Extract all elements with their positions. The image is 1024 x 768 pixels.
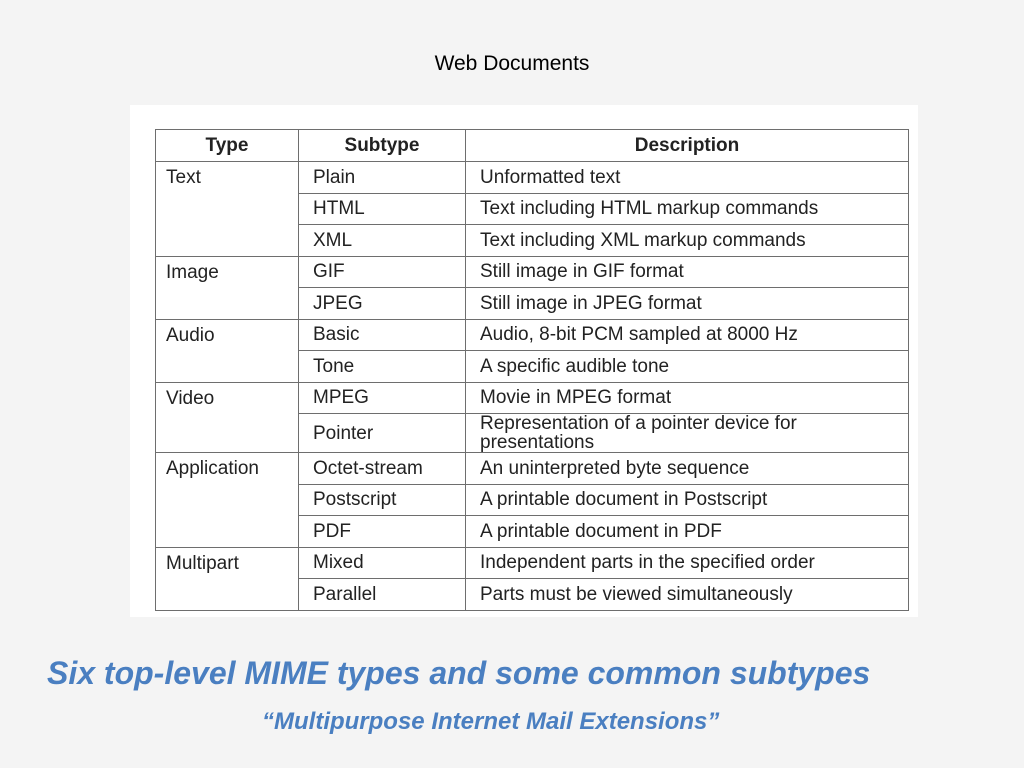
type-cell: Video xyxy=(156,382,299,453)
column-header-description: Description xyxy=(466,130,909,162)
description-cell: Text including XML markup commands xyxy=(466,225,909,257)
table-header-row xyxy=(156,130,909,162)
description-cell: Text including HTML markup commands xyxy=(466,193,909,225)
description-cell: Unformatted text xyxy=(466,162,909,194)
subtype-cell: XML xyxy=(299,225,466,257)
subtype-cell: Tone xyxy=(299,351,466,383)
type-cell: Application xyxy=(156,453,299,548)
description-cell: A printable document in PDF xyxy=(466,516,909,548)
description-cell: Still image in GIF format xyxy=(466,256,909,288)
subtype-cell: JPEG xyxy=(299,288,466,320)
subtype-cell: Parallel xyxy=(299,579,466,611)
table-row xyxy=(156,256,909,288)
table-row xyxy=(156,453,909,485)
caption-title: Six top-level MIME types and some common subtypes xyxy=(47,655,871,691)
subtype-cell: Basic xyxy=(299,319,466,351)
type-cell: Image xyxy=(156,256,299,319)
subtype-cell: GIF xyxy=(299,256,466,288)
type-cell: Text xyxy=(156,162,299,257)
type-cell: Audio xyxy=(156,319,299,382)
mime-types-table xyxy=(155,129,909,611)
description-cell: Parts must be viewed simultaneously xyxy=(466,579,909,611)
table-row xyxy=(156,319,909,351)
table-row xyxy=(156,382,909,414)
description-cell: Independent parts in the specified order xyxy=(466,547,909,579)
column-header-subtype: Subtype xyxy=(299,130,466,162)
description-cell: A specific audible tone xyxy=(466,351,909,383)
type-cell: Multipart xyxy=(156,547,299,610)
table-row xyxy=(156,162,909,194)
caption-subtitle: “Multipurpose Internet Mail Extensions” xyxy=(262,708,720,735)
table-row xyxy=(156,547,909,579)
page-header: Web Documents xyxy=(434,52,590,75)
subtype-cell: Pointer xyxy=(299,414,466,453)
subtype-cell: HTML xyxy=(299,193,466,225)
description-cell: Movie in MPEG format xyxy=(466,382,909,414)
subtype-cell: Octet-stream xyxy=(299,453,466,485)
description-cell: Still image in JPEG format xyxy=(466,288,909,320)
description-cell: Representation of a pointer device for presentations xyxy=(466,414,909,453)
description-cell: Audio, 8-bit PCM sampled at 8000 Hz xyxy=(466,319,909,351)
subtype-cell: PDF xyxy=(299,516,466,548)
description-cell: An uninterpreted byte sequence xyxy=(466,453,909,485)
table-figure xyxy=(130,105,918,617)
subtype-cell: Mixed xyxy=(299,547,466,579)
subtype-cell: MPEG xyxy=(299,382,466,414)
subtype-cell: Plain xyxy=(299,162,466,194)
column-header-type: Type xyxy=(156,130,299,162)
description-cell: A printable document in Postscript xyxy=(466,484,909,516)
table-body xyxy=(156,162,909,611)
subtype-cell: Postscript xyxy=(299,484,466,516)
